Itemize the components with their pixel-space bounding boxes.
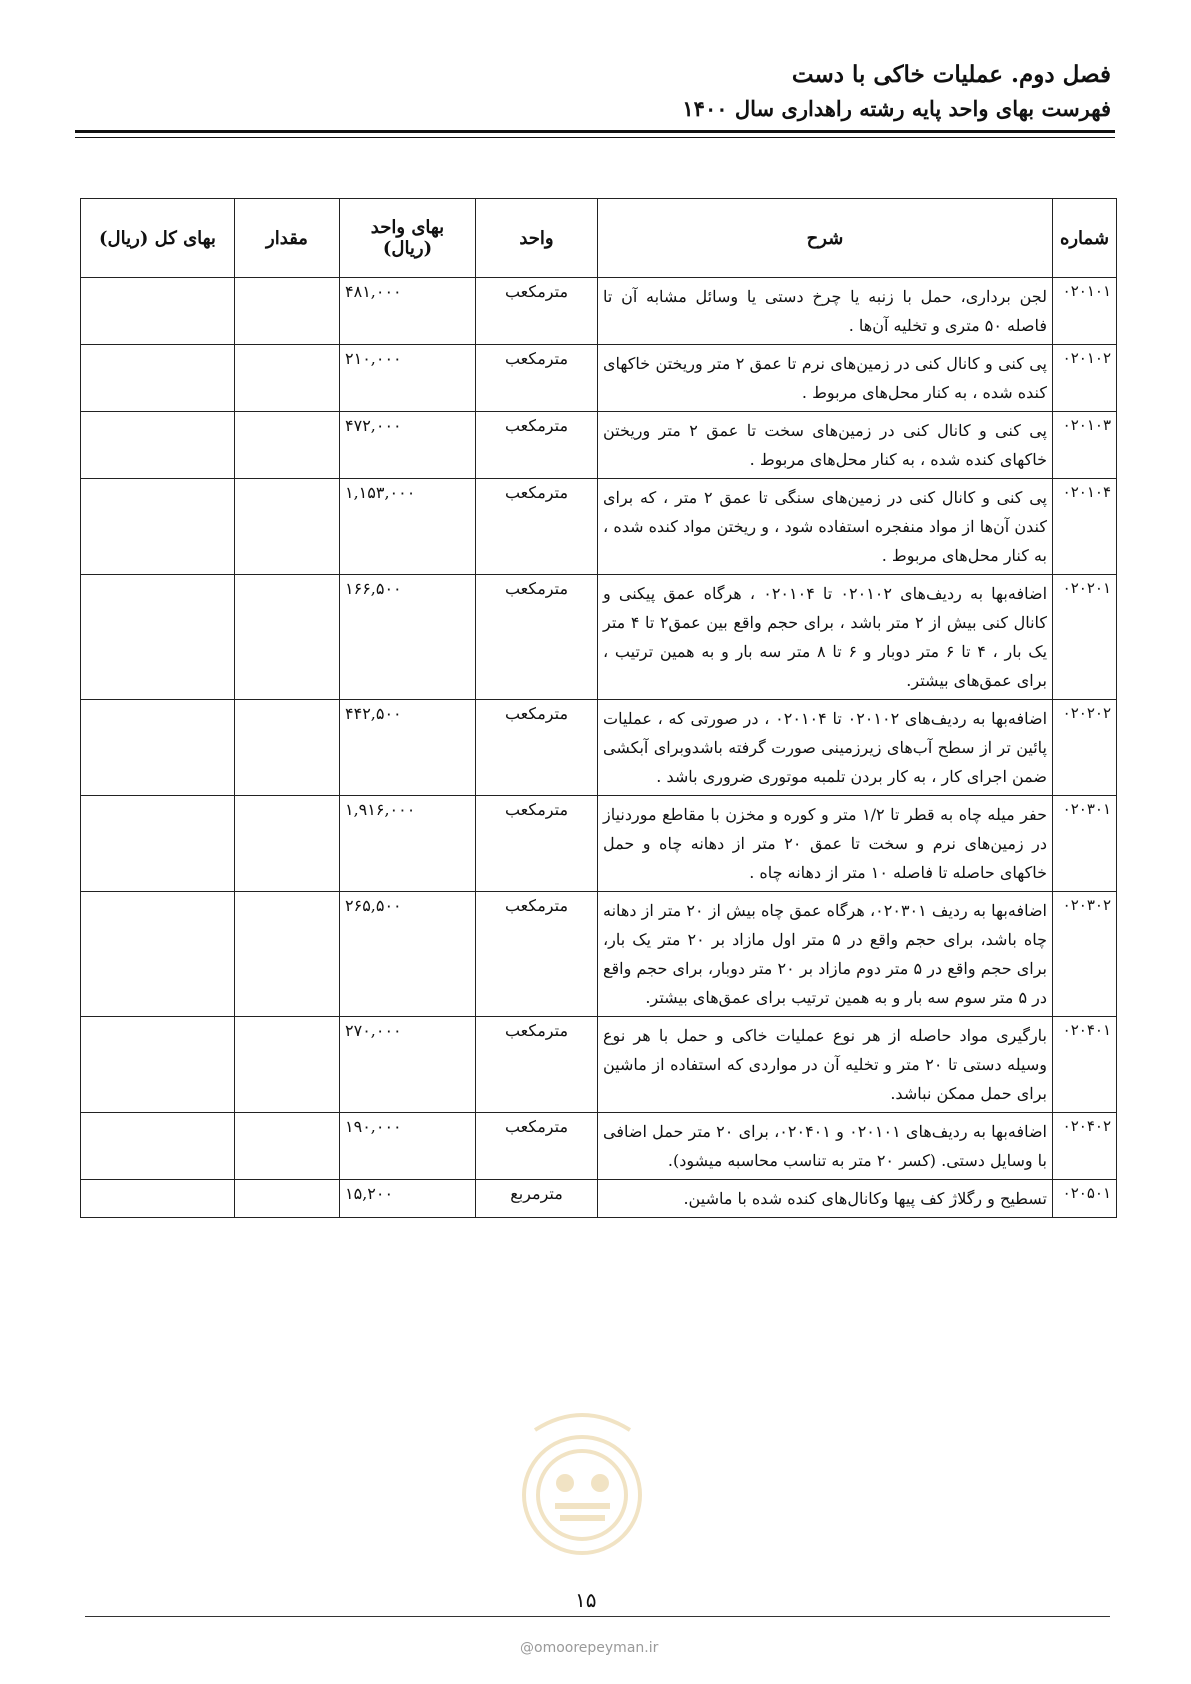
table-row [81, 575, 1117, 700]
price-list-table [80, 198, 1117, 1218]
website-credit: @omoorepeyman.ir [520, 1640, 659, 1656]
item-unit-price: ۴۴۲,۵۰۰ [340, 700, 476, 796]
item-unit: مترمکعب [476, 700, 598, 796]
item-code: ۰۲۰۵۰۱ [1053, 1180, 1117, 1218]
page-number: ۱۵ [575, 1588, 597, 1612]
item-description: اضافه‌بها به ردیف‌های ۰۲۰۱۰۲ تا ۰۲۰۱۰۴ ، در صورتی که ، عملیات پائین تر از سطح آب‌های زیرزمینی صورت گرفته باشدوبرای آبکشی ضمن اجرای کار ، به کار بردن تلمبه موتوری ضروری باشد . [598, 700, 1053, 796]
item-unit-price: ۴۸۱,۰۰۰ [340, 278, 476, 345]
item-unit: مترمکعب [476, 412, 598, 479]
item-unit: مترمکعب [476, 278, 598, 345]
item-quantity [235, 1113, 340, 1180]
item-description: حفر میله چاه به قطر تا ۱/۲ متر و کوره و مخزن با مقاطع موردنیاز در زمین‌های نرم و سخت تا عمق ۲۰ متر از دهانه چاه و حمل خاکهای حاصله تا فاصله ۱۰ متر از دهانه چاه . [598, 796, 1053, 892]
item-unit: مترمکعب [476, 892, 598, 1017]
table-row [81, 278, 1117, 345]
item-description: تسطیح و رگلاژ کف پیها وکانال‌های کنده شده با ماشین. [598, 1180, 1053, 1218]
item-description: پی کنی و کانال کنی در زمین‌های نرم تا عمق ۲ متر وریختن خاکهای کنده شده ، به کنار محل‌های مربوط . [598, 345, 1053, 412]
item-unit: مترمکعب [476, 479, 598, 575]
item-unit: مترمکعب [476, 345, 598, 412]
chapter-title: فصل دوم. عملیات خاکی با دست [791, 61, 1111, 88]
item-unit: مترمکعب [476, 1113, 598, 1180]
item-code: ۰۲۰۱۰۴ [1053, 479, 1117, 575]
item-code: ۰۲۰۳۰۱ [1053, 796, 1117, 892]
table-header-row [81, 199, 1117, 278]
item-unit-price: ۱۹۰,۰۰۰ [340, 1113, 476, 1180]
table-row [81, 412, 1117, 479]
item-unit-price: ۱,۱۵۳,۰۰۰ [340, 479, 476, 575]
item-total-price [81, 796, 235, 892]
item-quantity [235, 1017, 340, 1113]
item-total-price [81, 345, 235, 412]
item-total-price [81, 1113, 235, 1180]
item-code: ۰۲۰۲۰۱ [1053, 575, 1117, 700]
item-unit-price: ۴۷۲,۰۰۰ [340, 412, 476, 479]
col-header-quantity: مقدار [235, 199, 340, 278]
item-total-price [81, 700, 235, 796]
item-description: اضافه‌بها به ردیف ۰۲۰۳۰۱، هرگاه عمق چاه بیش از ۲۰ متر از دهانه چاه باشد، برای حجم واقع در ۵ متر اول مازاد بر ۲۰ متر یک بار، برای حجم واقع در ۵ متر دوم مازاد بر ۲۰ متر دوبار، برای حجم واقع در ۵ متر سوم سه بار و به همین ترتیب برای عمق‌های بیشتر. [598, 892, 1053, 1017]
footer-rule [85, 1616, 1110, 1617]
item-total-price [81, 412, 235, 479]
item-unit-price: ۲۱۰,۰۰۰ [340, 345, 476, 412]
table-row [81, 345, 1117, 412]
item-unit: مترمکعب [476, 1017, 598, 1113]
item-quantity [235, 1180, 340, 1218]
item-unit-price: ۱,۹۱۶,۰۰۰ [340, 796, 476, 892]
item-unit: مترمربع [476, 1180, 598, 1218]
col-header-total-price: بهای کل (ریال) [81, 199, 235, 278]
item-total-price [81, 575, 235, 700]
item-quantity [235, 479, 340, 575]
col-header-description: شرح [598, 199, 1053, 278]
item-description: پی کنی و کانال کنی در زمین‌های سخت تا عمق ۲ متر وریختن خاکهای کنده شده ، به کنار محل‌های مربوط . [598, 412, 1053, 479]
header-rule-thin [75, 137, 1115, 138]
item-description: لجن برداری، حمل با زنبه یا چرخ دستی یا وسائل مشابه آن تا فاصله ۵۰ متری و تخلیه آن‌ها . [598, 278, 1053, 345]
item-unit: مترمکعب [476, 796, 598, 892]
table-row [81, 1017, 1117, 1113]
table-row [81, 479, 1117, 575]
item-quantity [235, 700, 340, 796]
item-quantity [235, 796, 340, 892]
table-row [81, 796, 1117, 892]
item-unit-price: ۲۶۵,۵۰۰ [340, 892, 476, 1017]
item-description: اضافه‌بها به ردیف‌های ۰۲۰۱۰۲ تا ۰۲۰۱۰۴ ، هرگاه عمق پیکنی و کانال کنی بیش از ۲ متر باشد ، برای حجم واقع بین عمق۲ تا ۴ متر یک بار ، ۴ تا ۶ متر دوبار و ۶ تا ۸ متر سه بار و به همین ترتیب ، برای عمق‌های بیشتر. [598, 575, 1053, 700]
item-quantity [235, 278, 340, 345]
item-description: اضافه‌بها به ردیف‌های ۰۲۰۱۰۱ و ۰۲۰۴۰۱، برای ۲۰ متر حمل اضافی با وسایل دستی. (کسر ۲۰ متر به تناسب محاسبه میشود). [598, 1113, 1053, 1180]
col-header-unit-price: بهای واحد (ریال) [340, 199, 476, 278]
header-rule-thick [75, 130, 1115, 133]
item-total-price [81, 1017, 235, 1113]
item-code: ۰۲۰۲۰۲ [1053, 700, 1117, 796]
item-total-price [81, 1180, 235, 1218]
item-unit-price: ۲۷۰,۰۰۰ [340, 1017, 476, 1113]
item-quantity [235, 892, 340, 1017]
item-code: ۰۲۰۴۰۲ [1053, 1113, 1117, 1180]
item-unit: مترمکعب [476, 575, 598, 700]
item-quantity [235, 575, 340, 700]
item-code: ۰۲۰۱۰۳ [1053, 412, 1117, 479]
table-row [81, 700, 1117, 796]
watermark-seal-icon [505, 1395, 660, 1570]
document-subtitle: فهرست بهای واحد پایه رشته راهداری سال ۱۴۰۰ [682, 96, 1111, 121]
page-header [71, 58, 1111, 126]
item-total-price [81, 479, 235, 575]
col-header-code: شماره [1053, 199, 1117, 278]
item-total-price [81, 892, 235, 1017]
item-unit-price: ۱۵,۲۰۰ [340, 1180, 476, 1218]
item-quantity [235, 345, 340, 412]
item-code: ۰۲۰۳۰۲ [1053, 892, 1117, 1017]
item-code: ۰۲۰۱۰۱ [1053, 278, 1117, 345]
item-description: پی کنی و کانال کنی در زمین‌های سنگی تا عمق ۲ متر ، که برای کندن آن‌ها از مواد منفجره استفاده شود ، و ریختن مواد کنده شده ، به کنار محل‌های مربوط . [598, 479, 1053, 575]
item-quantity [235, 412, 340, 479]
item-unit-price: ۱۶۶,۵۰۰ [340, 575, 476, 700]
table-row [81, 1180, 1117, 1218]
item-description: بارگیری مواد حاصله از هر نوع عملیات خاکی و حمل با هر نوع وسیله دستی تا ۲۰ متر و تخلیه آن در مواردی که استفاده از ماشین برای حمل ممکن نباشد. [598, 1017, 1053, 1113]
item-code: ۰۲۰۴۰۱ [1053, 1017, 1117, 1113]
col-header-unit: واحد [476, 199, 598, 278]
item-total-price [81, 278, 235, 345]
item-code: ۰۲۰۱۰۲ [1053, 345, 1117, 412]
table-row [81, 1113, 1117, 1180]
table-row [81, 892, 1117, 1017]
